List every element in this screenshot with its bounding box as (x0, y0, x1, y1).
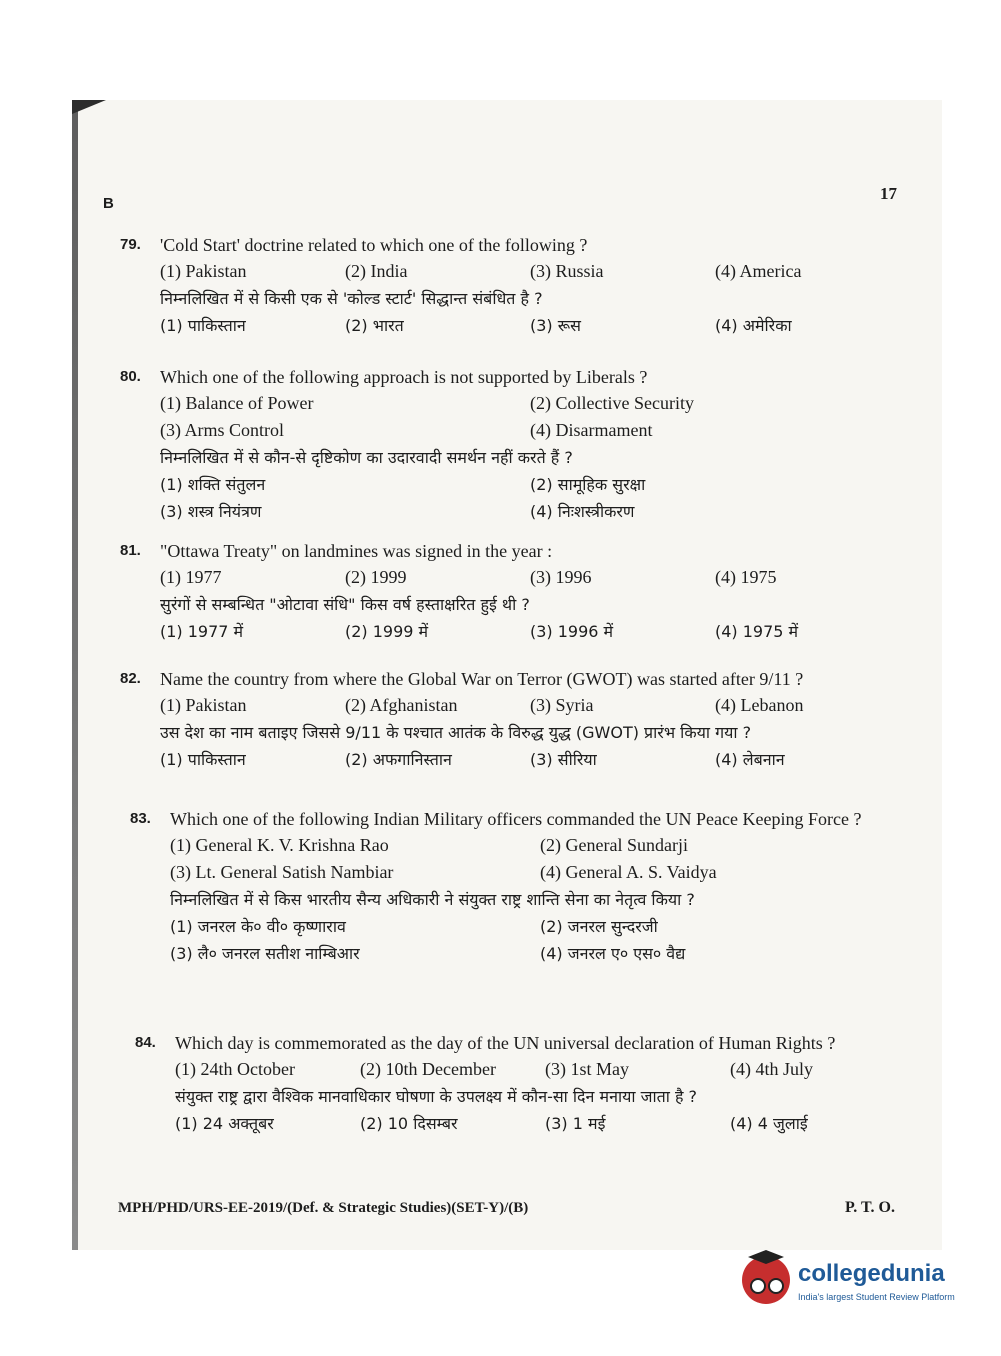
option: (3) Arms Control (160, 420, 284, 440)
option: (3) शस्त्र नियंत्रण (160, 502, 262, 521)
question-text-hi: संयुक्त राष्ट्र द्वारा वैश्विक मानवाधिकार घोषणा के उपलक्ष्य में कौन-सा दिन मनाया जाता है ? (175, 1087, 698, 1106)
question-80 (120, 364, 900, 525)
page-corner-fold (72, 100, 106, 114)
option: (2) जनरल सुन्दरजी (540, 917, 658, 936)
glasses-icon (750, 1278, 766, 1294)
question-text-hi: निम्नलिखित में से कौन-से दृष्टिकोण का उदारवादी समर्थन नहीं करते हैं ? (160, 448, 573, 467)
option: (4) Lebanon (715, 695, 804, 715)
options-en (160, 390, 900, 444)
option: (3) लै० जनरल सतीश नाम्बिआर (170, 944, 360, 963)
option: (1) 24th October (175, 1059, 295, 1079)
option: (2) Afghanistan (345, 695, 458, 715)
brand-name: collegedunia (798, 1260, 945, 1287)
question-text-hi: सुरंगों से सम्बन्धित "ओटावा संधि" किस वर्ष हस्ताक्षरित हुई थी ? (160, 595, 530, 614)
option: (4) 4th July (730, 1059, 813, 1079)
question-text-hi: उस देश का नाम बताइए जिससे 9/11 के पश्चात आतंक के विरुद्ध युद्ध (GWOT) प्रारंभ किया गया ? (160, 723, 752, 742)
question-text-en: Which one of the following Indian Military officers commanded the UN Peace Keeping Force ? (170, 809, 862, 829)
option: (4) 4 जुलाई (730, 1114, 808, 1133)
option: (2) Collective Security (530, 393, 694, 413)
options-en (175, 1056, 915, 1083)
question-82 (120, 666, 900, 773)
question-text-en: Which one of the following approach is not supported by Liberals ? (160, 367, 648, 387)
options-hi (160, 312, 900, 339)
option: (3) सीरिया (530, 750, 597, 769)
question-79 (120, 232, 900, 339)
options-en (160, 258, 900, 285)
options-hi (175, 1110, 915, 1137)
option: (2) 1999 में (345, 622, 429, 641)
option: (4) 1975 (715, 567, 777, 587)
option: (1) 24 अक्तूबर (175, 1114, 274, 1133)
option: (2) भारत (345, 316, 404, 335)
question-number: 79. (120, 236, 141, 253)
collegedunia-watermark (742, 1250, 982, 1320)
options-en (160, 692, 900, 719)
question-number: 84. (135, 1034, 156, 1051)
option: (1) पाकिस्तान (160, 750, 246, 769)
option: (4) America (715, 261, 802, 281)
option: (3) Russia (530, 261, 604, 281)
option: (1) जनरल के० वी० कृष्णाराव (170, 917, 346, 936)
option: (3) Lt. General Satish Nambiar (170, 862, 394, 882)
options-hi (170, 913, 910, 967)
question-text-hi: निम्नलिखित में से किसी एक से 'कोल्ड स्टार्ट' सिद्धान्त संबंधित है ? (160, 289, 543, 308)
option: (3) 1st May (545, 1059, 629, 1079)
option: (3) 1996 में (530, 622, 614, 641)
option: (2) General Sundarji (540, 835, 688, 855)
option: (2) India (345, 261, 408, 281)
option: (1) पाकिस्तान (160, 316, 246, 335)
option: (2) अफगानिस्तान (345, 750, 452, 769)
options-hi (160, 618, 900, 645)
question-number: 82. (120, 670, 141, 687)
option: (4) जनरल ए० एस० वैद्य (540, 944, 686, 963)
page-number: 17 (880, 184, 897, 203)
question-text-hi: निम्नलिखित में से किस भारतीय सैन्य अधिकारी ने संयुक्त राष्ट्र शान्ति सेना का नेतृत्व किया ? (170, 890, 695, 909)
page-edge-shadow (72, 100, 78, 1250)
option: (3) 1 मई (545, 1114, 606, 1133)
option: (4) अमेरिका (715, 316, 792, 335)
option: (3) 1996 (530, 567, 592, 587)
question-number: 81. (120, 542, 141, 559)
question-number: 80. (120, 368, 141, 385)
option: (4) Disarmament (530, 420, 653, 440)
option: (2) सामूहिक सुरक्षा (530, 475, 646, 494)
options-en (170, 832, 910, 886)
option: (1) Balance of Power (160, 393, 314, 413)
option: (3) रूस (530, 316, 581, 335)
option: (2) 10 दिसम्बर (360, 1114, 458, 1133)
question-text-en: Name the country from where the Global War on Terror (GWOT) was started after 9/11 ? (160, 669, 804, 689)
option: (1) 1977 (160, 567, 222, 587)
option: (1) 1977 में (160, 622, 244, 641)
option: (1) शक्ति संतुलन (160, 475, 266, 494)
brand-tagline: India's largest Student Review Platform (798, 1292, 955, 1302)
options-en (160, 564, 900, 591)
question-83 (130, 806, 910, 967)
paper-code: MPH/PHD/URS-EE-2019/(Def. & Strategic Studies)(SET-Y)/(B) (118, 1200, 529, 1216)
set-letter: B (103, 195, 114, 212)
pto-label: P. T. O. (845, 1199, 895, 1216)
question-84 (135, 1030, 915, 1137)
option: (2) 1999 (345, 567, 407, 587)
question-81 (120, 538, 900, 645)
option: (4) लेबनान (715, 750, 785, 769)
option: (4) 1975 में (715, 622, 799, 641)
question-number: 83. (130, 810, 151, 827)
option: (2) 10th December (360, 1059, 496, 1079)
option: (1) Pakistan (160, 695, 247, 715)
option: (1) Pakistan (160, 261, 247, 281)
option: (4) निःशस्त्रीकरण (530, 502, 635, 521)
option: (1) General K. V. Krishna Rao (170, 835, 389, 855)
question-text-en: "Ottawa Treaty" on landmines was signed in the year : (160, 541, 553, 561)
option: (3) Syria (530, 695, 594, 715)
options-hi (160, 471, 900, 525)
glasses-icon (768, 1278, 784, 1294)
options-hi (160, 746, 900, 773)
option: (4) General A. S. Vaidya (540, 862, 717, 882)
question-text-en: 'Cold Start' doctrine related to which one of the following ? (160, 235, 588, 255)
question-text-en: Which day is commemorated as the day of the UN universal declaration of Human Rights ? (175, 1033, 836, 1053)
